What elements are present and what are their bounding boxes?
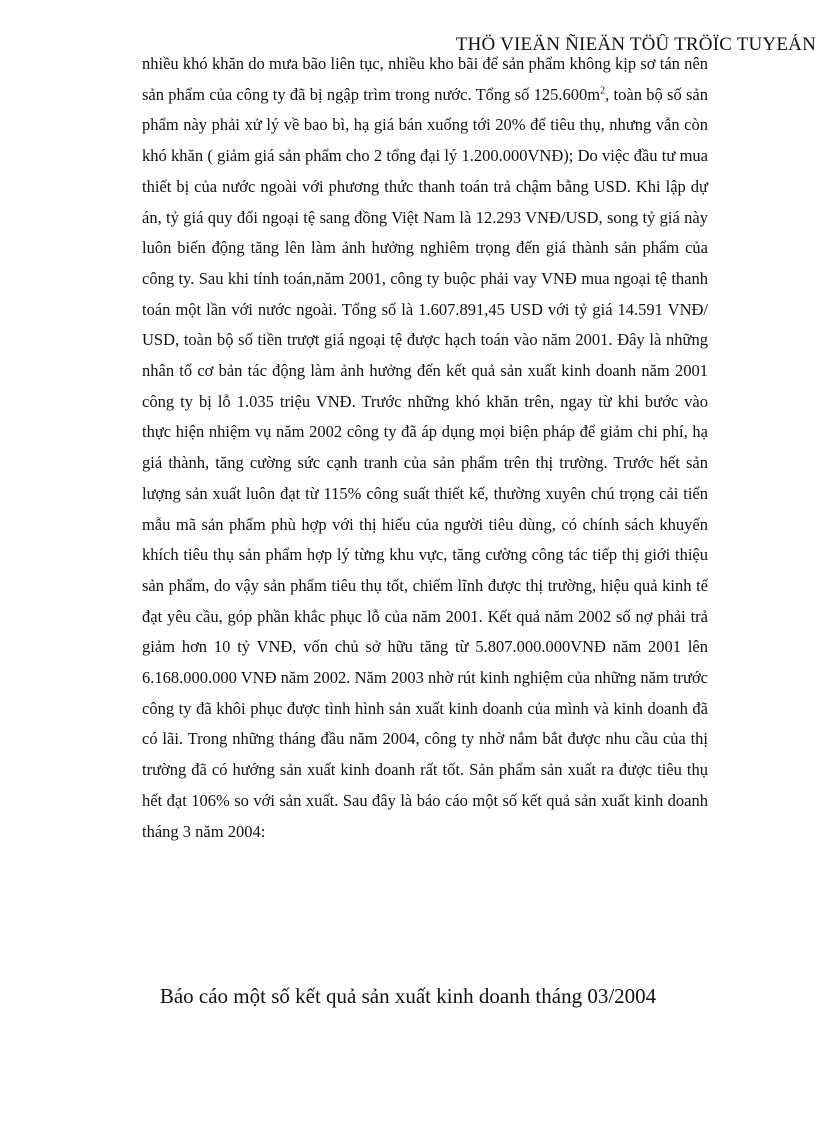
body-paragraph	[142, 49, 708, 847]
paragraph-text-part2: , toàn bộ số sản phẩm này phải xử lý về bao bì, hạ giá bán xuống tới 20% để tiêu thụ, nhưng vẫn còn khó khăn ( giảm giá sản phẩm cho 2 tổng đại lý 1.200.000VNĐ); Do việc đầu tư mua thiết bị của nước ngoài với phương thức thanh toán trả chậm bằng USD. Khi lập dự án, tỷ giá quy đổi ngoại tệ sang đồng Việt Nam là 12.293 VNĐ/USD, song tỷ giá này luôn biến động tăng lên làm ảnh hưởng nghiêm trọng đến giá thành sản phẩm của công ty. Sau khi tính toán,năm 2001, công ty buộc phải vay VNĐ mua ngoại tệ thanh toán một lần với nước ngoài. Tổng số là 1.607.891,45 USD với tỷ giá 14.591 VNĐ/ USD, toàn bộ số tiền trượt giá ngoại tệ được hạch toán vào năm 2001. Đây là những nhân tố cơ bản tác động làm ảnh hưởng đến kết quả sản xuất kinh doanh năm 2001 công ty bị lỗ 1.035 triệu VNĐ. Trước những khó khăn trên, ngay từ khi bước vào thực hiện nhiệm vụ năm 2002 công ty đã áp dụng mọi biện pháp để giảm chi phí, hạ giá thành, tăng cường sức cạnh tranh của sản phẩm trên thị trường. Trước hết sản lượng sản xuất luôn đạt từ 115% công suất thiết kế, thường xuyên chú trọng cải tiến mẫu mã sản phẩm phù hợp với thị hiếu của người tiêu dùng, có chính sách khuyến khích tiêu thụ sản phẩm hợp lý từng khu vực, tăng cường công tác tiếp thị giới thiệu sản phẩm, do vậy sản phẩm tiêu thụ tốt, chiếm lĩnh được thị trường, hiệu quả kinh tế đạt yêu cầu, góp phần khắc phục lỗ của năm 2001. Kết quả năm 2002 số nợ phải trả giảm hơn 10 tỷ VNĐ, vốn chủ sở hữu tăng từ 5.807.000.000VNĐ năm 2001 lên 6.168.000.000 VNĐ năm 2002. Năm 2003 nhờ rút kinh nghiệm của những năm trước công ty đã khôi phục được tình hình sản xuất kinh doanh của mình và kinh doanh đã có lãi. Trong những tháng đầu năm 2004, công ty nhờ nắm bắt được nhu cầu của thị trường đã có hướng sản xuất kinh doanh rất tốt. Sản phẩm sản xuất ra được tiêu thụ hết đạt 106% so với sản xuất. Sau đây là báo cáo một số kết quả sản xuất kinh doanh tháng 3 năm 2004:	[142, 84, 709, 841]
running-header: THÖ VIEÄN ÑIEÄN TÖÛ TRÖÏC TUYEÁN	[455, 34, 816, 55]
paragraph-text-part1: nhiều khó khăn do mưa bão liên tục, nhiều kho bãi để sản phẩm không kịp sơ tán nên sản phẩm của công ty đã bị ngập trìm trong nước. Tổng số 125.600m	[142, 54, 708, 104]
area-unit-superscript: 2	[600, 85, 606, 97]
section-title: Báo cáo một số kết quả sản xuất kinh doanh tháng 03/2004	[159, 984, 657, 1008]
